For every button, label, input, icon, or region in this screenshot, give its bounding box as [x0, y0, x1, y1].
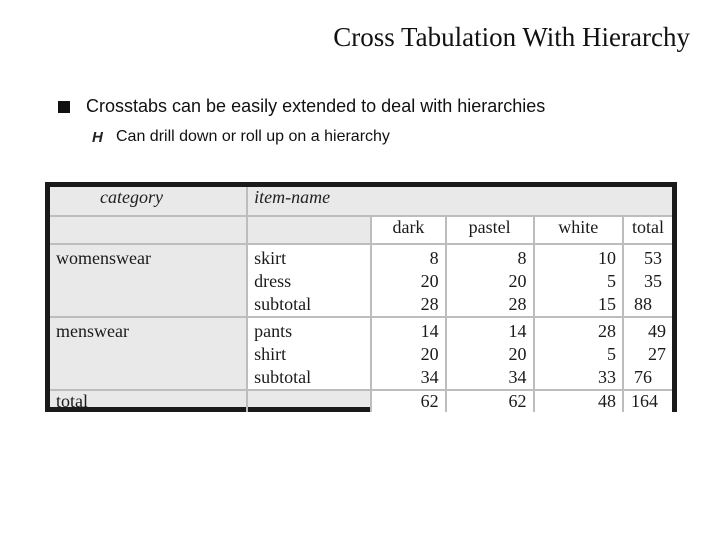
group-row-womenswear [50, 244, 672, 317]
cell-white: 33 [598, 367, 616, 387]
item-name: skirt [254, 248, 287, 268]
cell-dark: 28 [420, 294, 439, 314]
cell-pastel: 20 [508, 271, 527, 291]
color-header-row [50, 216, 672, 244]
slide-title: Cross Tabulation With Hierarchy [333, 22, 690, 52]
cell-dark: 34 [420, 367, 439, 387]
subbullet-item [92, 128, 390, 146]
cell-pastel: 34 [508, 367, 527, 387]
subbullet-text: Can drill down or roll up on a hierarchy [116, 128, 390, 145]
cell-pastel: 20 [508, 344, 527, 364]
item-name: pants [254, 321, 293, 341]
cell-white: 5 [607, 344, 616, 364]
category-cell: menswear [50, 317, 247, 390]
header-pastel: pastel [446, 216, 534, 244]
group-row-menswear [50, 317, 672, 390]
cell-dark: 20 [420, 271, 439, 291]
cell-dark: 20 [420, 344, 439, 364]
bullet-item [58, 96, 545, 117]
cell-total: 49 [648, 321, 666, 341]
cell-pastel: 8 [517, 248, 527, 268]
cell-dark: 8 [429, 248, 439, 268]
item-name: subtotal [254, 294, 312, 314]
cell-white: 10 [598, 248, 616, 268]
header-category: category [50, 187, 247, 216]
cell-white: 15 [598, 294, 616, 314]
cell-total: 27 [648, 344, 666, 364]
grand-total-total: 164 [623, 390, 672, 412]
cell-total: 76 [634, 367, 652, 387]
bullet-text: Crosstabs can be easily extended to deal with hierarchies [86, 96, 546, 116]
header-dark: dark [371, 216, 445, 244]
cell-total: 88 [634, 294, 652, 314]
grand-total-pastel: 62 [446, 390, 534, 412]
crosstab [50, 187, 672, 411]
grand-total-row [50, 390, 672, 412]
crosstab-table [50, 187, 672, 412]
item-name: shirt [254, 344, 287, 364]
header-row [50, 187, 672, 216]
grand-total-dark: 62 [371, 390, 445, 412]
grand-total-label: total [56, 391, 88, 411]
crosstab-frame [45, 182, 677, 412]
cell-total: 53 [644, 248, 662, 268]
header-total: total [623, 216, 672, 244]
header-white: white [534, 216, 623, 244]
cell-pastel: 14 [508, 321, 527, 341]
cell-total: 35 [644, 271, 662, 291]
grand-total-white: 48 [534, 390, 623, 412]
header-item-name: item-name [247, 187, 371, 216]
square-bullet-icon [58, 101, 70, 113]
cell-white: 5 [607, 271, 616, 291]
category-cell: womenswear [50, 244, 247, 317]
item-name: subtotal [254, 367, 312, 387]
cell-dark: 14 [420, 321, 439, 341]
cell-white: 28 [598, 321, 616, 341]
cell-pastel: 28 [508, 294, 527, 314]
subbullet-icon: H [92, 128, 103, 146]
item-name: dress [254, 271, 292, 291]
